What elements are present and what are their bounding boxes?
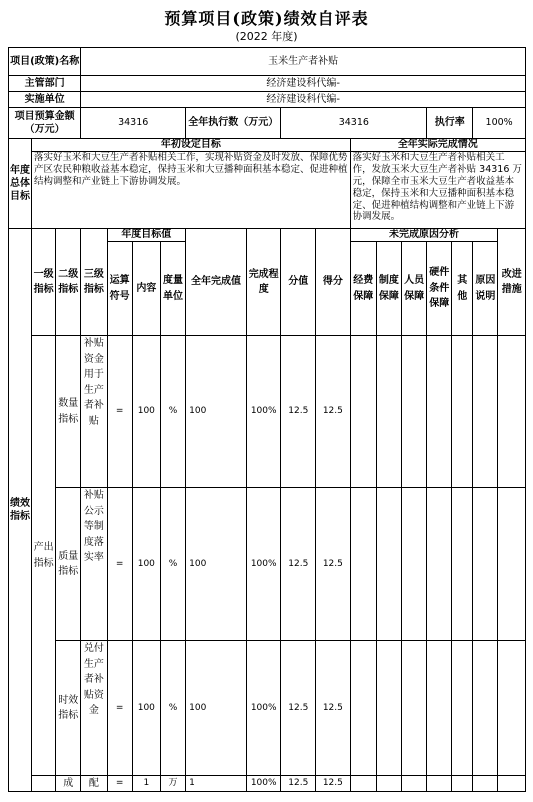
unit-cell: 万 <box>160 776 185 792</box>
empty-cell <box>498 336 526 488</box>
empty-cell <box>473 336 498 488</box>
content-cell: 1 <box>132 776 160 792</box>
level2-cell: 数量指标 <box>56 336 81 488</box>
score-max-cell: 12.5 <box>281 776 316 792</box>
empty-cell <box>402 488 427 641</box>
empty-cell <box>498 641 526 776</box>
unit-cell: % <box>160 336 185 488</box>
score-max-header: 分值 <box>281 229 316 336</box>
page-title: 预算项目(政策)绩效自评表 <box>164 9 369 28</box>
score-cell: 12.5 <box>316 488 351 641</box>
empty-cell <box>376 336 401 488</box>
empty-cell <box>452 776 473 792</box>
full-year-header: 全年完成值 <box>186 229 247 336</box>
perf-indicator-label: 绩效指标 <box>9 229 32 792</box>
score-max-cell: 12.5 <box>281 336 316 488</box>
score-max-cell: 12.5 <box>281 641 316 776</box>
empty-cell <box>427 336 452 488</box>
impl-value: 经济建设科代编- <box>81 92 526 108</box>
full-year-cell: 1 <box>186 776 247 792</box>
content-header: 内容 <box>132 242 160 336</box>
table-row <box>9 776 526 792</box>
actual-goal-label: 全年实际完成情况 <box>350 139 525 152</box>
empty-cell <box>498 776 526 792</box>
empty-cell <box>473 488 498 641</box>
table-row <box>9 641 526 776</box>
reason-explain-header: 原因说明 <box>473 242 498 336</box>
rate-value: 100% <box>473 108 526 139</box>
empty-cell <box>427 641 452 776</box>
op-header: 运算符号 <box>107 242 132 336</box>
dept-value: 经济建设科代编- <box>81 76 526 92</box>
reason-system-header: 制度保障 <box>376 242 401 336</box>
empty-cell <box>402 336 427 488</box>
performance-table <box>8 47 526 792</box>
empty-cell <box>376 641 401 776</box>
unit-header: 度量单位 <box>160 242 185 336</box>
rate-label: 执行率 <box>427 108 473 139</box>
budget-label: 项目预算金额（万元） <box>9 108 81 139</box>
level1-header: 一级指标 <box>32 229 56 336</box>
actual-goal-text: 落实好玉米和大豆生产者补贴相关工作，发放玉米大豆生产者补贴 34316 万元，保障全市玉米大豆生产者收益基本稳定，保持玉米和大豆播种面积基本稳定、促进种植结构调整和产业链上下游协调发展。 <box>350 152 525 229</box>
empty-cell <box>452 641 473 776</box>
level2-header: 二级指标 <box>56 229 81 336</box>
initial-goal-text: 落实好玉米和大豆生产者补贴相关工作，实现补贴资金及时发放、保障优势产区农民种粮收益基本稳定，保持玉米和大豆播种面积基本稳定、促进种植结构调整和产业链上下游协调发展。 <box>32 152 351 229</box>
empty-cell <box>473 776 498 792</box>
completion-cell: 100% <box>246 641 281 776</box>
impl-label: 实施单位 <box>9 92 81 108</box>
annual-goal-label: 年度总体目标 <box>9 139 32 229</box>
level2-cell: 成 <box>56 776 81 792</box>
empty-cell <box>473 641 498 776</box>
reason-staff-header: 人员保障 <box>402 242 427 336</box>
op-cell: = <box>107 776 132 792</box>
level3-cell: 补贴资金用于生产者补贴 <box>81 336 107 488</box>
reason-funding-header: 经费保障 <box>350 242 376 336</box>
completion-cell: 100% <box>246 336 281 488</box>
initial-goal-label: 年初设定目标 <box>32 139 351 152</box>
empty-cell <box>452 488 473 641</box>
level2-cell: 时效指标 <box>56 641 81 776</box>
exec-value: 34316 <box>281 108 427 139</box>
level3-cell: 兑付生产者补贴资金 <box>81 641 107 776</box>
score-cell: 12.5 <box>316 776 351 792</box>
full-year-cell: 100 <box>186 641 247 776</box>
full-year-cell: 100 <box>186 336 247 488</box>
empty-cell <box>350 776 376 792</box>
reason-hardware-header: 硬件条件保障 <box>427 242 452 336</box>
unit-cell: % <box>160 488 185 641</box>
empty-cell <box>402 641 427 776</box>
level3-cell: 补贴公示等制度落实率 <box>81 488 107 641</box>
table-row <box>9 336 526 488</box>
empty-cell <box>427 488 452 641</box>
level2-cell: 质量指标 <box>56 488 81 641</box>
empty-cell <box>452 336 473 488</box>
completion-header: 完成程度 <box>246 229 281 336</box>
empty-cell <box>427 776 452 792</box>
reasons-header: 未完成原因分析 <box>350 229 498 242</box>
table-row <box>9 488 526 641</box>
content-cell: 100 <box>132 488 160 641</box>
content-cell: 100 <box>132 336 160 488</box>
empty-cell <box>350 641 376 776</box>
annual-target-header: 年度目标值 <box>107 229 186 242</box>
level1-cell: 产出指标 <box>32 336 56 776</box>
score-max-cell: 12.5 <box>281 488 316 641</box>
completion-cell: 100% <box>246 776 281 792</box>
completion-cell: 100% <box>246 488 281 641</box>
full-year-cell: 100 <box>186 488 247 641</box>
reason-other-header: 其他 <box>452 242 473 336</box>
empty-cell <box>498 488 526 641</box>
op-cell: = <box>107 641 132 776</box>
improve-header: 改进措施 <box>498 229 526 336</box>
level3-cell: 配 <box>81 776 107 792</box>
dept-label: 主管部门 <box>9 76 81 92</box>
empty-cell <box>350 488 376 641</box>
unit-cell: % <box>160 641 185 776</box>
op-cell: = <box>107 488 132 641</box>
empty-cell <box>350 336 376 488</box>
score-header: 得分 <box>316 229 351 336</box>
project-name: 玉米生产者补贴 <box>81 48 526 76</box>
empty-cell <box>376 776 401 792</box>
budget-value: 34316 <box>81 108 186 139</box>
content-cell: 100 <box>132 641 160 776</box>
empty-cell <box>376 488 401 641</box>
report-year: (2022 年度) <box>235 30 298 43</box>
level3-header: 三级指标 <box>81 229 107 336</box>
empty-cell <box>402 776 427 792</box>
op-cell: = <box>107 336 132 488</box>
score-cell: 12.5 <box>316 641 351 776</box>
empty-cell <box>32 776 56 792</box>
exec-label: 全年执行数（万元） <box>186 108 281 139</box>
project-name-label: 项目(政策)名称 <box>9 48 81 76</box>
score-cell: 12.5 <box>316 336 351 488</box>
